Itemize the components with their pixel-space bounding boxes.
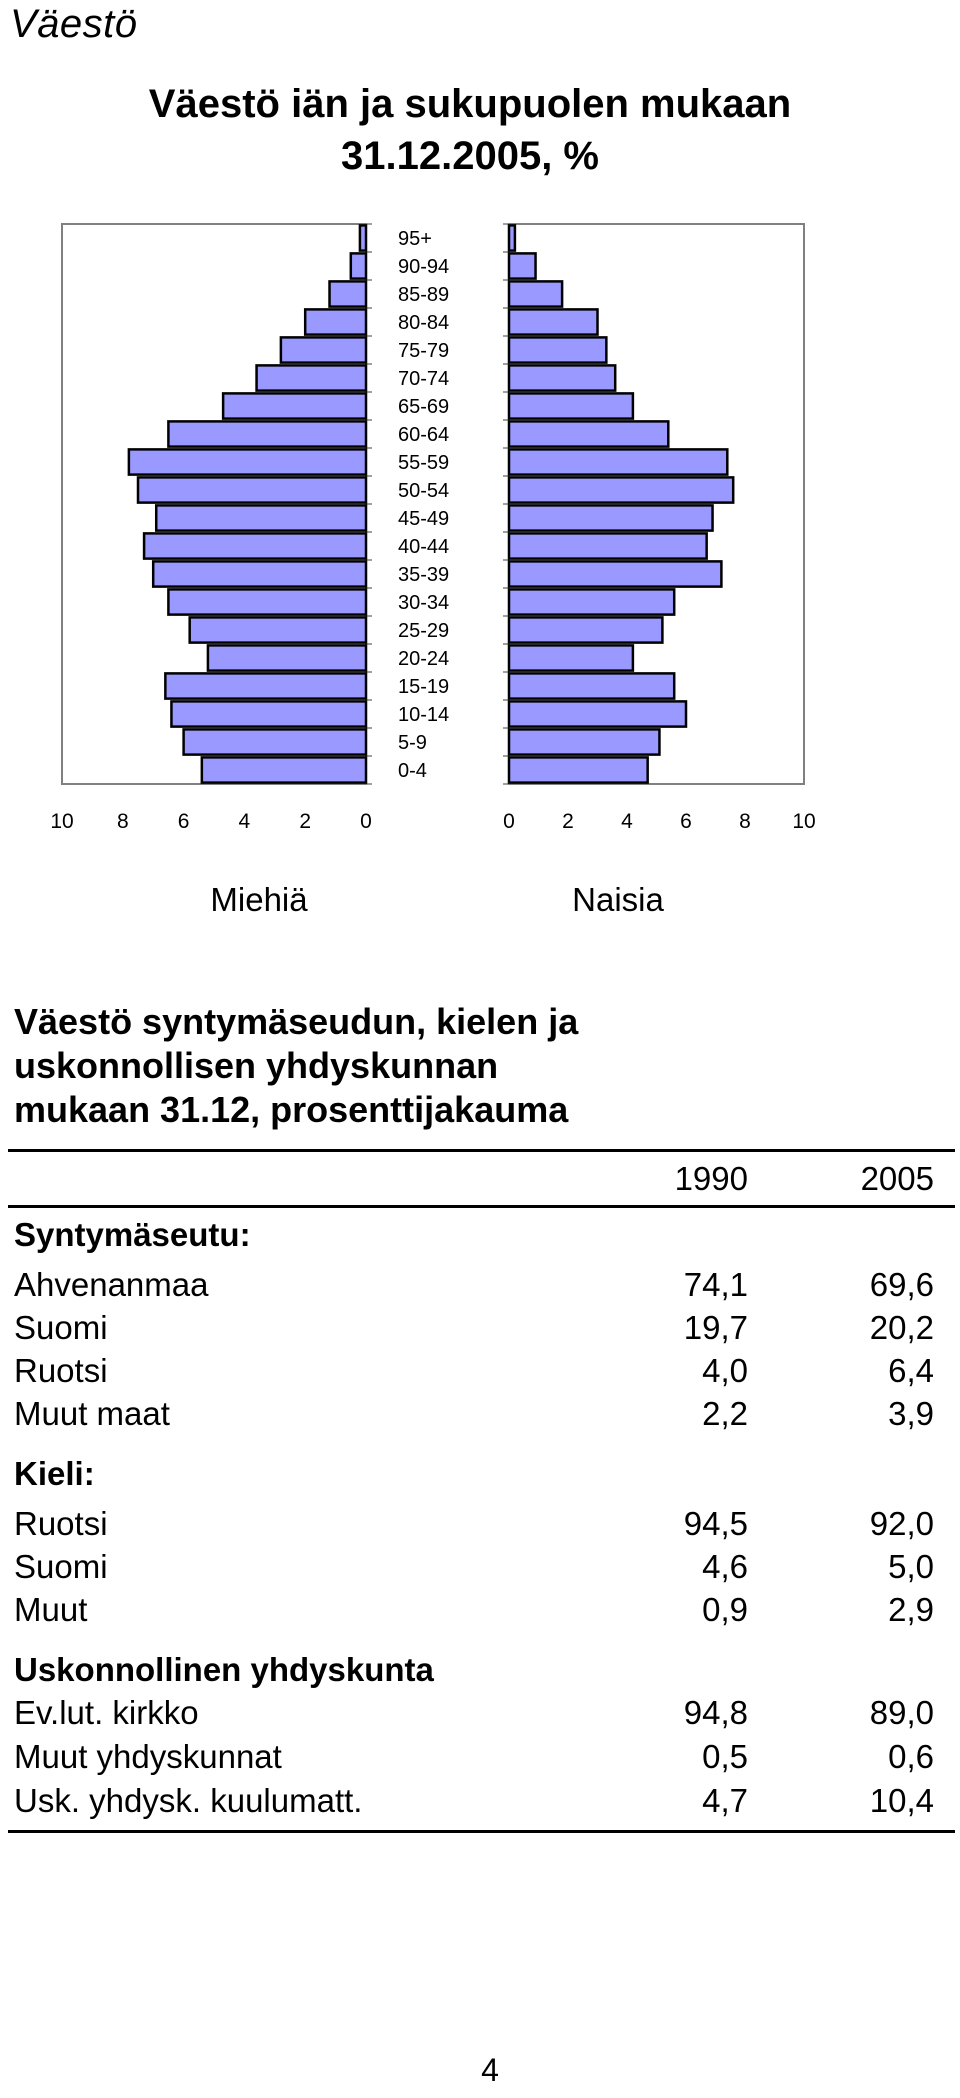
bar-female-70-74 xyxy=(509,365,615,390)
bar-male-90-94 xyxy=(351,253,366,278)
bar-female-10-14 xyxy=(509,701,686,726)
bar-male-15-19 xyxy=(165,673,366,698)
row-label: Suomi xyxy=(14,1309,108,1346)
age-group-label: 45-49 xyxy=(398,508,450,530)
bar-female-90-94 xyxy=(509,253,536,278)
table-title-line-3: mukaan 31.12, prosenttijakauma xyxy=(14,1089,569,1130)
age-group-label: 0-4 xyxy=(398,760,427,782)
age-group-label: 25-29 xyxy=(398,620,450,642)
age-group-label: 85-89 xyxy=(398,284,450,306)
bar-female-50-54 xyxy=(509,477,733,502)
age-group-label: 10-14 xyxy=(398,704,450,726)
bar-female-85-89 xyxy=(509,281,562,306)
bar-male-45-49 xyxy=(156,505,366,530)
table-header-rule xyxy=(8,1205,955,1208)
bar-female-65-69 xyxy=(509,393,633,418)
bar-male-50-54 xyxy=(138,477,366,502)
page-number: 4 xyxy=(481,2052,499,2088)
table-title xyxy=(14,1000,914,1132)
bar-female-15-19 xyxy=(509,673,674,698)
value-2005: 6,4 xyxy=(888,1352,934,1389)
value-1990: 94,5 xyxy=(683,1505,748,1542)
bar-male-55-59 xyxy=(129,449,366,474)
value-1990: 74,1 xyxy=(683,1266,748,1303)
value-1990: 0,5 xyxy=(702,1738,748,1775)
bar-male-70-74 xyxy=(257,365,366,390)
chart-title-line-2: 31.12.2005, % xyxy=(341,134,599,178)
x-tick-right: 0 xyxy=(503,810,515,833)
x-tick-left: 8 xyxy=(116,810,129,833)
bar-male-85-89 xyxy=(330,281,366,306)
value-2005: 69,6 xyxy=(869,1266,934,1303)
value-1990: 4,0 xyxy=(702,1352,748,1389)
row-label: Ev.lut. kirkko xyxy=(14,1694,199,1731)
x-tick-left: 0 xyxy=(360,810,372,833)
x-tick-left: 4 xyxy=(238,810,251,833)
year-2005-header: 2005 xyxy=(860,1160,934,1197)
age-group-label: 15-19 xyxy=(398,676,450,698)
group-heading-language xyxy=(14,1453,934,1495)
row-label: Muut maat xyxy=(14,1395,170,1432)
row-label: Ruotsi xyxy=(14,1352,108,1389)
age-group-label: 5-9 xyxy=(398,732,427,754)
age-group-label: 50-54 xyxy=(398,480,450,502)
xlabel-men: Miehiä xyxy=(210,881,308,918)
value-2005: 2,9 xyxy=(888,1591,934,1628)
xlabel-women: Naisia xyxy=(572,881,664,918)
value-2005: 89,0 xyxy=(869,1694,934,1731)
group-heading-label: Syntymäseutu: xyxy=(14,1216,251,1253)
table-row xyxy=(14,1264,934,1306)
bar-male-80-84 xyxy=(305,309,366,334)
table-row xyxy=(14,1589,934,1631)
bar-female-0-4 xyxy=(509,757,648,782)
bar-female-35-39 xyxy=(509,561,721,586)
bar-male-40-44 xyxy=(144,533,366,558)
row-label: Muut yhdyskunnat xyxy=(14,1738,282,1775)
value-1990: 0,9 xyxy=(702,1591,748,1628)
bar-female-5-9 xyxy=(509,729,659,754)
group-heading-label: Uskonnollinen yhdyskunta xyxy=(14,1651,434,1688)
bar-female-45-49 xyxy=(509,505,713,530)
section-title: Väestö xyxy=(10,2,138,46)
value-2005: 5,0 xyxy=(888,1548,934,1585)
row-label: Usk. yhdysk. kuulumatt. xyxy=(14,1782,363,1819)
age-group-label: 70-74 xyxy=(398,368,450,390)
bar-male-20-24 xyxy=(208,645,366,670)
value-1990: 2,2 xyxy=(702,1395,748,1432)
x-tick-right: 8 xyxy=(739,810,751,833)
value-2005: 20,2 xyxy=(869,1309,934,1346)
age-group-label: 75-79 xyxy=(398,340,450,362)
bar-male-25-29 xyxy=(190,617,366,642)
table-title-line-1: Väestö syntymäseudun, kielen ja xyxy=(14,1001,579,1042)
table-top-rule xyxy=(8,1149,955,1152)
bar-female-80-84 xyxy=(509,309,598,334)
value-1990: 19,7 xyxy=(683,1309,748,1346)
table-header-row xyxy=(14,1158,934,1200)
age-group-label: 30-34 xyxy=(398,592,450,614)
bar-male-65-69 xyxy=(223,393,366,418)
bar-male-10-14 xyxy=(171,701,366,726)
x-tick-right: 4 xyxy=(621,810,633,833)
bar-female-25-29 xyxy=(509,617,662,642)
x-tick-left: 10 xyxy=(50,810,74,833)
value-2005: 3,9 xyxy=(888,1395,934,1432)
x-tick-right: 2 xyxy=(562,810,574,833)
value-2005: 92,0 xyxy=(869,1505,934,1542)
age-group-label: 20-24 xyxy=(398,648,450,670)
bar-male-75-79 xyxy=(281,337,366,362)
bar-male-60-64 xyxy=(168,421,366,446)
table-row xyxy=(14,1503,934,1545)
age-group-label: 40-44 xyxy=(398,536,450,558)
group-heading-birthplace xyxy=(14,1214,934,1256)
table-row xyxy=(14,1736,934,1778)
table-row xyxy=(14,1546,934,1588)
population-pyramid-chart xyxy=(0,0,960,940)
age-group-label: 55-59 xyxy=(398,452,450,474)
chart-title-line-1: Väestö iän ja sukupuolen mukaan xyxy=(148,82,792,126)
table-row xyxy=(14,1350,934,1392)
year-1990-header: 1990 xyxy=(674,1160,748,1197)
left-plot-frame xyxy=(62,224,366,784)
value-2005: 10,4 xyxy=(869,1782,934,1819)
bar-female-40-44 xyxy=(509,533,707,558)
row-label: Suomi xyxy=(14,1548,108,1585)
right-plot-frame xyxy=(509,224,804,784)
value-1990: 4,7 xyxy=(702,1782,748,1819)
age-group-label: 95+ xyxy=(398,228,432,250)
bar-male-30-34 xyxy=(168,589,366,614)
table-bottom-rule xyxy=(8,1830,955,1833)
age-group-label: 65-69 xyxy=(398,396,450,418)
value-1990: 4,6 xyxy=(702,1548,748,1585)
bar-female-95+ xyxy=(509,225,515,250)
age-group-label: 35-39 xyxy=(398,564,450,586)
table-row xyxy=(14,1780,934,1822)
row-label: Muut xyxy=(14,1591,88,1628)
bar-male-0-4 xyxy=(202,757,366,782)
x-tick-right: 10 xyxy=(792,810,816,833)
table-row xyxy=(14,1692,934,1734)
table-row xyxy=(14,1307,934,1349)
bar-male-95+ xyxy=(360,225,366,250)
group-heading-label: Kieli: xyxy=(14,1455,95,1492)
value-1990: 94,8 xyxy=(683,1694,748,1731)
x-tick-left: 2 xyxy=(299,810,312,833)
age-group-label: 90-94 xyxy=(398,256,450,278)
table-title-line-2: uskonnollisen yhdyskunnan xyxy=(14,1045,499,1086)
bar-female-75-79 xyxy=(509,337,606,362)
row-label: Ahvenanmaa xyxy=(14,1266,209,1303)
x-tick-right: 6 xyxy=(680,810,692,833)
value-2005: 0,6 xyxy=(888,1738,934,1775)
bar-female-30-34 xyxy=(509,589,674,614)
age-group-label: 60-64 xyxy=(398,424,450,446)
bar-male-5-9 xyxy=(184,729,366,754)
bar-female-60-64 xyxy=(509,421,668,446)
bar-male-35-39 xyxy=(153,561,366,586)
bar-female-20-24 xyxy=(509,645,633,670)
age-group-label: 80-84 xyxy=(398,312,450,334)
group-heading-religion xyxy=(14,1649,934,1691)
x-tick-left: 6 xyxy=(177,810,190,833)
row-label: Ruotsi xyxy=(14,1505,108,1542)
table-row xyxy=(14,1393,934,1435)
bar-female-55-59 xyxy=(509,449,727,474)
